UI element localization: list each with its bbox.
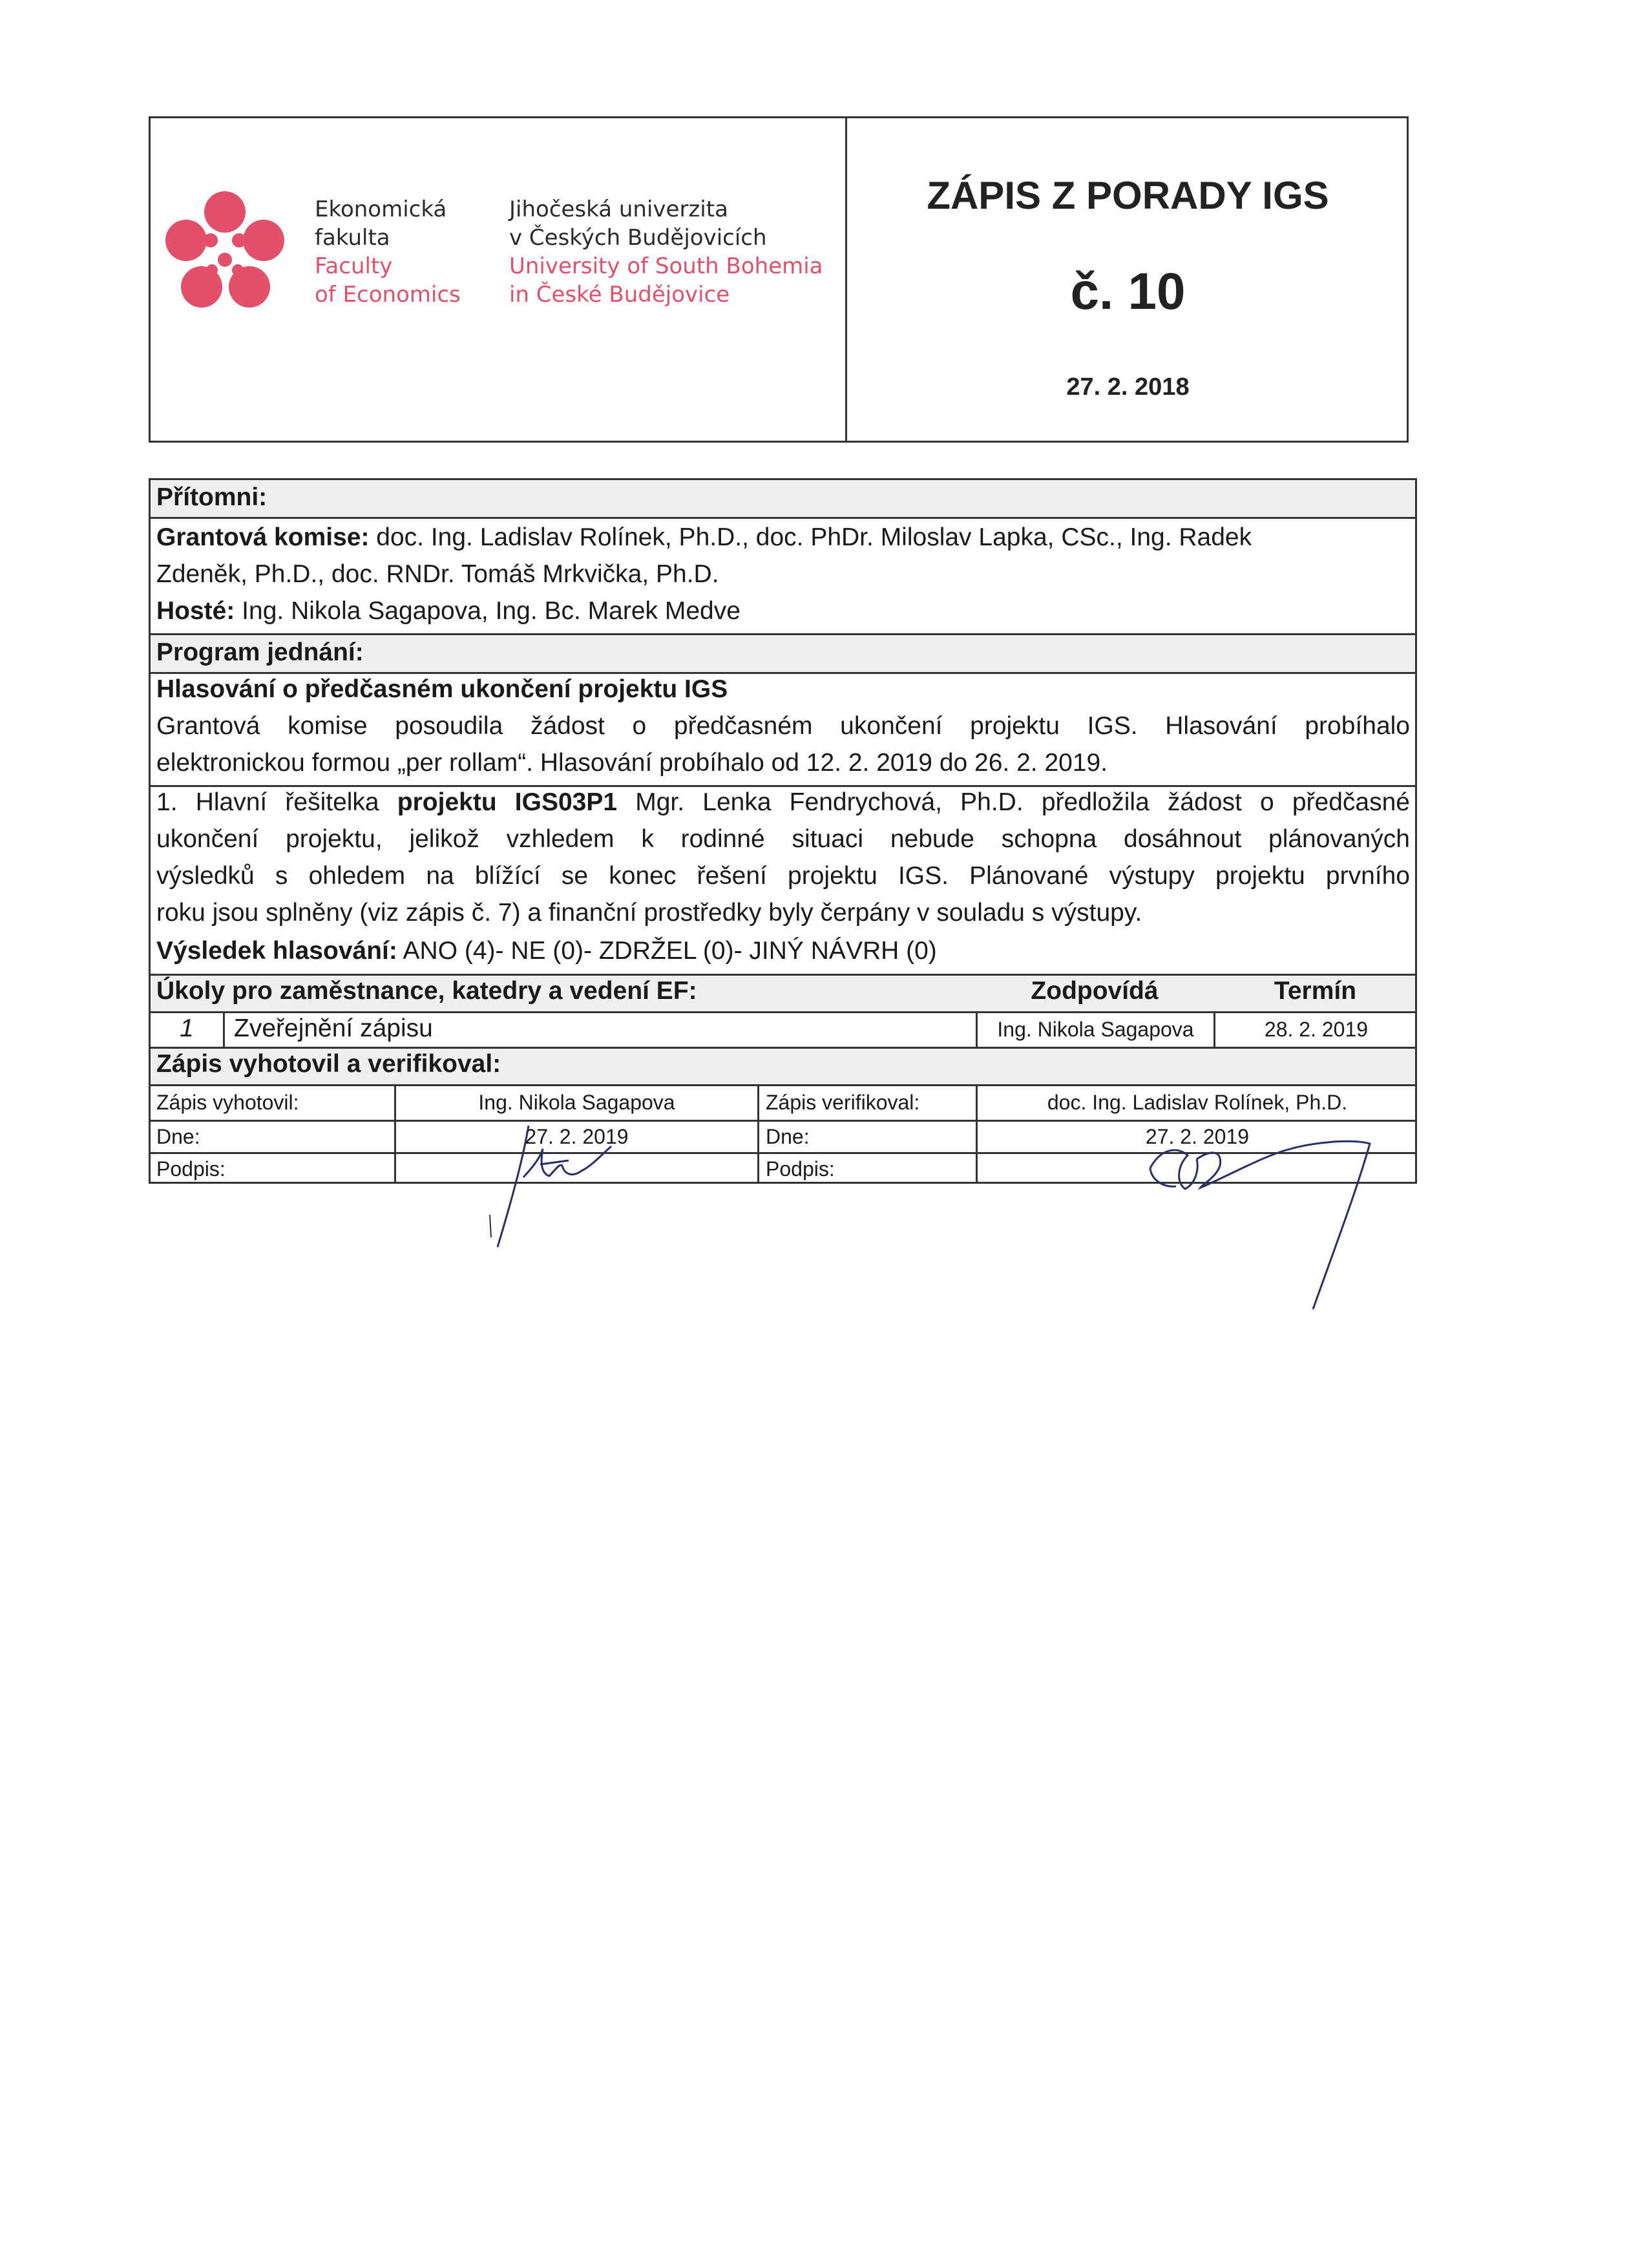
project-code: projektu IGS03P1 bbox=[397, 788, 618, 816]
task-row-number: 1 bbox=[180, 1014, 194, 1042]
prepared-date-label: Dne: bbox=[156, 1125, 200, 1148]
tasks-col-deadline: Termín bbox=[1274, 977, 1357, 1005]
verified-signature-label: Podpis: bbox=[766, 1157, 835, 1181]
logo-univ-cz-2: v Českých Budějovicích bbox=[509, 225, 767, 251]
task-row-deadline: 28. 2. 2019 bbox=[1264, 1018, 1369, 1041]
verified-date: 27. 2. 2019 bbox=[1145, 1125, 1250, 1148]
committee-label: Grantová komise: bbox=[156, 523, 370, 551]
logo-univ-cz-1: Jihočeská univerzita bbox=[509, 196, 728, 222]
vote-result-line bbox=[156, 937, 937, 965]
guests-label: Hosté: bbox=[156, 597, 235, 625]
agenda-paragraph-2-line-2: ukončení projektu, jelikož vzhledem k rodinné situaci nebude schopna dosáhnout plánovaných bbox=[156, 825, 1410, 853]
task-row-responsible: Ing. Nikola Sagapova bbox=[997, 1018, 1194, 1041]
document-title: ZÁPIS Z PORADY IGS bbox=[927, 174, 1329, 217]
logo-univ-en-2: in České Budějovice bbox=[509, 282, 730, 308]
prepared-by-name: Ing. Nikola Sagapova bbox=[478, 1091, 675, 1114]
prepared-by-label: Zápis vyhotovil: bbox=[156, 1091, 299, 1114]
attendance-heading-bg bbox=[151, 480, 1415, 517]
handwritten-signature-verifier-icon bbox=[1137, 1124, 1396, 1318]
tasks-col-responsible: Zodpovídá bbox=[1031, 977, 1159, 1005]
committee-line-1 bbox=[156, 523, 1252, 552]
task-row-description: Zveřejnění zápisu bbox=[234, 1014, 433, 1042]
attendance-heading: Přítomni: bbox=[156, 483, 268, 511]
verified-by-name: doc. Ing. Ladislav Rolínek, Ph.D. bbox=[1047, 1091, 1348, 1114]
vote-result-value: ANO (4)- NE (0)- ZDRŽEL (0)- JINÝ NÁVRH (0) bbox=[397, 937, 937, 965]
verified-date-label: Dne: bbox=[766, 1125, 810, 1148]
agenda-item-title: Hlasování o předčasném ukončení projektu IGS bbox=[156, 675, 728, 703]
tasks-heading: Úkoly pro zaměstnance, katedry a vedení EF: bbox=[156, 977, 697, 1005]
prepared-signature-label: Podpis: bbox=[156, 1157, 226, 1181]
agenda-paragraph-1-line-2: elektronickou formou „per rollam“. Hlasování probíhalo od 12. 2. 2019 do 26. 2. 2019. bbox=[156, 749, 1108, 777]
logo-faculty-cz-1: Ekonomická bbox=[315, 196, 447, 222]
university-logo-icon bbox=[155, 181, 304, 330]
logo-faculty-cz-2: fakulta bbox=[315, 225, 390, 251]
logo-faculty-en-1: Faculty bbox=[315, 253, 393, 279]
agenda-paragraph-1-line-1: Grantová komise posoudila žádost o předčasném ukončení projektu IGS. Hlasování probíhalo bbox=[156, 712, 1410, 740]
document-number: č. 10 bbox=[1070, 262, 1186, 320]
guests-names: Ing. Nikola Sagapova, Ing. Bc. Marek Medve bbox=[235, 597, 740, 625]
verified-by-label: Zápis verifikoval: bbox=[766, 1091, 920, 1114]
committee-members-2: Zdeněk, Ph.D., doc. RNDr. Tomáš Mrkvička, Ph.D. bbox=[156, 560, 719, 588]
prepared-date: 27. 2. 2019 bbox=[525, 1125, 629, 1148]
committee-members-1: doc. Ing. Ladislav Rolínek, Ph.D., doc. PhDr. Miloslav Lapka, CSc., Ing. Radek bbox=[369, 523, 1252, 551]
vote-result-label: Výsledek hlasování: bbox=[156, 937, 397, 965]
agenda-paragraph-2-line-1: 1. Hlavní řešitelka projektu IGS03P1 Mgr. Lenka Fendrychová, Ph.D. předložila žádost o předčasné bbox=[156, 788, 1410, 816]
signoff-heading: Zápis vyhotovil a verifikoval: bbox=[156, 1050, 501, 1078]
handwritten-signature-preparer-icon bbox=[478, 1118, 633, 1266]
program-heading: Program jednání: bbox=[156, 638, 364, 666]
logo-faculty-en-2: of Economics bbox=[315, 282, 461, 308]
guests-line bbox=[156, 597, 740, 625]
agenda-paragraph-2-line-3: výsledků s ohledem na blížící se konec řešení projektu IGS. Plánované výstupy projektu prvního bbox=[156, 862, 1410, 890]
agenda-paragraph-2-line-4: roku jsou splněny (viz zápis č. 7) a finanční prostředky byly čerpány v souladu s výstupy. bbox=[156, 899, 1142, 927]
document-date: 27. 2. 2018 bbox=[1066, 373, 1190, 401]
logo-univ-en-1: University of South Bohemia bbox=[509, 253, 823, 279]
